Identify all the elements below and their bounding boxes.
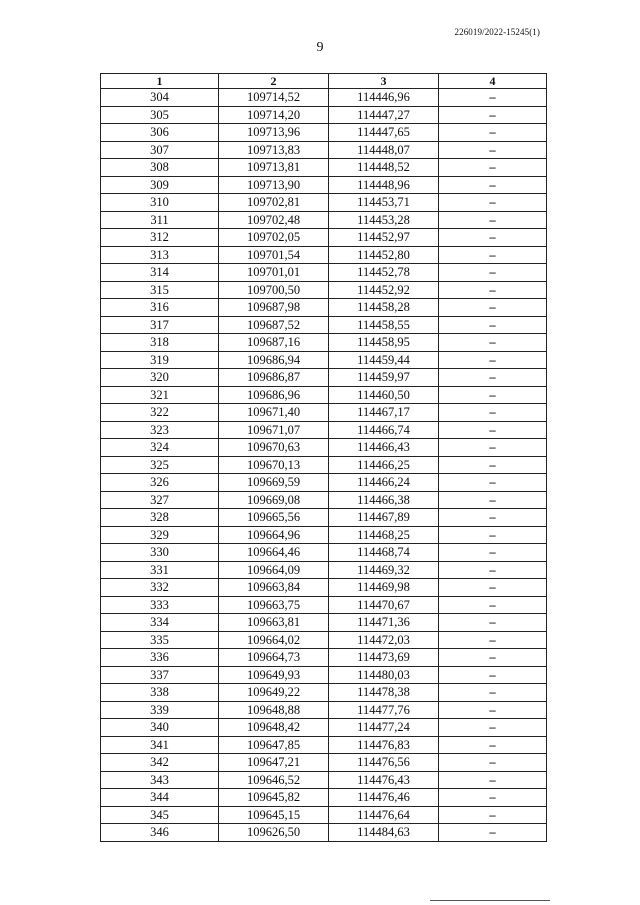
table-row: [101, 789, 547, 807]
dash-cell: –: [439, 159, 547, 177]
table-row: [101, 806, 547, 824]
coordinate-cell: 114447,27: [329, 106, 439, 124]
dash-cell: –: [439, 211, 547, 229]
coordinate-cell: 109663,81: [219, 614, 329, 632]
column-header: 2: [219, 74, 329, 89]
dash-cell: –: [439, 141, 547, 159]
point-number-cell: 346: [101, 824, 219, 842]
dash-cell: –: [439, 264, 547, 282]
table-row: [101, 176, 547, 194]
coordinate-cell: 109713,96: [219, 124, 329, 142]
coordinate-cell: 114460,50: [329, 386, 439, 404]
table-row: [101, 159, 547, 177]
coordinate-cell: 109646,52: [219, 771, 329, 789]
dash-cell: –: [439, 526, 547, 544]
coordinate-cell: 114453,71: [329, 194, 439, 212]
column-header: 1: [101, 74, 219, 89]
coordinate-cell: 109664,73: [219, 649, 329, 667]
coordinate-cell: 109687,16: [219, 334, 329, 352]
table-row: [101, 666, 547, 684]
point-number-cell: 336: [101, 649, 219, 667]
coordinates-table: [100, 73, 547, 842]
dash-cell: –: [439, 544, 547, 562]
coordinate-cell: 109714,20: [219, 106, 329, 124]
point-number-cell: 308: [101, 159, 219, 177]
coordinate-cell: 109671,40: [219, 404, 329, 422]
coordinate-cell: 109671,07: [219, 421, 329, 439]
point-number-cell: 311: [101, 211, 219, 229]
table-row: [101, 369, 547, 387]
point-number-cell: 309: [101, 176, 219, 194]
coordinate-cell: 114448,52: [329, 159, 439, 177]
coordinate-cell: 109702,81: [219, 194, 329, 212]
coordinate-cell: 109669,59: [219, 474, 329, 492]
coordinate-cell: 114480,03: [329, 666, 439, 684]
coordinate-cell: 114478,38: [329, 684, 439, 702]
table-row: [101, 544, 547, 562]
point-number-cell: 322: [101, 404, 219, 422]
table-row: [101, 264, 547, 282]
dash-cell: –: [439, 176, 547, 194]
table-row: [101, 299, 547, 317]
point-number-cell: 320: [101, 369, 219, 387]
coordinate-cell: 114458,55: [329, 316, 439, 334]
coordinate-cell: 109648,42: [219, 719, 329, 737]
dash-cell: –: [439, 614, 547, 632]
table-row: [101, 421, 547, 439]
coordinate-cell: 114476,83: [329, 736, 439, 754]
point-number-cell: 330: [101, 544, 219, 562]
dash-cell: –: [439, 824, 547, 842]
point-number-cell: 328: [101, 509, 219, 527]
coordinate-cell: 109701,54: [219, 246, 329, 264]
dash-cell: –: [439, 719, 547, 737]
coordinate-cell: 109702,48: [219, 211, 329, 229]
coordinate-cell: 114467,17: [329, 404, 439, 422]
table-row: [101, 754, 547, 772]
dash-cell: –: [439, 281, 547, 299]
dash-cell: –: [439, 684, 547, 702]
coordinate-cell: 114476,64: [329, 806, 439, 824]
table-row: [101, 316, 547, 334]
table-row: [101, 281, 547, 299]
table-row: [101, 491, 547, 509]
dash-cell: –: [439, 246, 547, 264]
table-row: [101, 229, 547, 247]
coordinate-cell: 109686,87: [219, 369, 329, 387]
point-number-cell: 310: [101, 194, 219, 212]
coordinate-cell: 114477,76: [329, 701, 439, 719]
table-row: [101, 684, 547, 702]
footer-line: [430, 900, 550, 901]
point-number-cell: 312: [101, 229, 219, 247]
table-row: [101, 194, 547, 212]
point-number-cell: 332: [101, 579, 219, 597]
coordinate-cell: 109713,83: [219, 141, 329, 159]
point-number-cell: 307: [101, 141, 219, 159]
point-number-cell: 327: [101, 491, 219, 509]
dash-cell: –: [439, 456, 547, 474]
coordinate-cell: 109702,05: [219, 229, 329, 247]
point-number-cell: 318: [101, 334, 219, 352]
point-number-cell: 315: [101, 281, 219, 299]
coordinate-cell: 109669,08: [219, 491, 329, 509]
table-row: [101, 246, 547, 264]
point-number-cell: 339: [101, 701, 219, 719]
point-number-cell: 344: [101, 789, 219, 807]
table-row: [101, 614, 547, 632]
dash-cell: –: [439, 299, 547, 317]
dash-cell: –: [439, 369, 547, 387]
point-number-cell: 342: [101, 754, 219, 772]
coordinate-cell: 114467,89: [329, 509, 439, 527]
table-row: [101, 386, 547, 404]
coordinate-cell: 114469,32: [329, 561, 439, 579]
coordinate-cell: 109665,56: [219, 509, 329, 527]
point-number-cell: 345: [101, 806, 219, 824]
table-row: [101, 824, 547, 842]
table-row: [101, 351, 547, 369]
table-row: [101, 439, 547, 457]
coordinate-cell: 109649,22: [219, 684, 329, 702]
table-row: [101, 719, 547, 737]
coordinate-cell: 114447,65: [329, 124, 439, 142]
point-number-cell: 326: [101, 474, 219, 492]
coordinate-cell: 109687,98: [219, 299, 329, 317]
coordinate-cell: 114452,92: [329, 281, 439, 299]
dash-cell: –: [439, 736, 547, 754]
document-number: 226019/2022-15245(1): [454, 27, 540, 37]
table-row: [101, 579, 547, 597]
point-number-cell: 340: [101, 719, 219, 737]
coordinate-cell: 109664,46: [219, 544, 329, 562]
dash-cell: –: [439, 404, 547, 422]
table-row: [101, 211, 547, 229]
dash-cell: –: [439, 596, 547, 614]
coordinate-cell: 114470,67: [329, 596, 439, 614]
coordinate-cell: 109686,94: [219, 351, 329, 369]
dash-cell: –: [439, 106, 547, 124]
dash-cell: –: [439, 509, 547, 527]
dash-cell: –: [439, 579, 547, 597]
coordinate-cell: 114458,95: [329, 334, 439, 352]
dash-cell: –: [439, 89, 547, 107]
coordinate-cell: 109714,52: [219, 89, 329, 107]
coordinate-cell: 114466,43: [329, 439, 439, 457]
coordinate-cell: 109663,75: [219, 596, 329, 614]
point-number-cell: 329: [101, 526, 219, 544]
table-row: [101, 89, 547, 107]
coordinate-cell: 114476,46: [329, 789, 439, 807]
coordinate-cell: 114458,28: [329, 299, 439, 317]
dash-cell: –: [439, 386, 547, 404]
point-number-cell: 333: [101, 596, 219, 614]
dash-cell: –: [439, 229, 547, 247]
coordinate-cell: 109700,50: [219, 281, 329, 299]
coordinate-cell: 109663,84: [219, 579, 329, 597]
coordinate-cell: 114459,97: [329, 369, 439, 387]
point-number-cell: 313: [101, 246, 219, 264]
point-number-cell: 341: [101, 736, 219, 754]
point-number-cell: 337: [101, 666, 219, 684]
table-row: [101, 561, 547, 579]
coordinate-cell: 109664,09: [219, 561, 329, 579]
coordinate-cell: 109645,82: [219, 789, 329, 807]
point-number-cell: 317: [101, 316, 219, 334]
point-number-cell: 334: [101, 614, 219, 632]
coordinate-cell: 114453,28: [329, 211, 439, 229]
column-header: 4: [439, 74, 547, 89]
coordinate-cell: 114459,44: [329, 351, 439, 369]
dash-cell: –: [439, 491, 547, 509]
point-number-cell: 343: [101, 771, 219, 789]
coordinate-cell: 109686,96: [219, 386, 329, 404]
table-row: [101, 474, 547, 492]
point-number-cell: 306: [101, 124, 219, 142]
dash-cell: –: [439, 421, 547, 439]
table-row: [101, 649, 547, 667]
dash-cell: –: [439, 439, 547, 457]
coordinate-cell: 114473,69: [329, 649, 439, 667]
coordinate-cell: 109664,02: [219, 631, 329, 649]
table-row: [101, 509, 547, 527]
coordinate-cell: 109626,50: [219, 824, 329, 842]
coordinate-cell: 114468,25: [329, 526, 439, 544]
coordinate-cell: 114448,96: [329, 176, 439, 194]
coordinate-cell: 114452,80: [329, 246, 439, 264]
coordinate-cell: 114452,78: [329, 264, 439, 282]
coordinate-cell: 114452,97: [329, 229, 439, 247]
coordinate-cell: 109713,90: [219, 176, 329, 194]
dash-cell: –: [439, 124, 547, 142]
point-number-cell: 321: [101, 386, 219, 404]
table-header-row: [101, 74, 547, 89]
coordinate-cell: 114484,63: [329, 824, 439, 842]
table-row: [101, 404, 547, 422]
coordinate-cell: 114476,43: [329, 771, 439, 789]
coordinate-cell: 114446,96: [329, 89, 439, 107]
point-number-cell: 331: [101, 561, 219, 579]
coordinate-cell: 109687,52: [219, 316, 329, 334]
table-row: [101, 526, 547, 544]
table-row: [101, 456, 547, 474]
point-number-cell: 323: [101, 421, 219, 439]
dash-cell: –: [439, 474, 547, 492]
column-header: 3: [329, 74, 439, 89]
coordinate-cell: 109645,15: [219, 806, 329, 824]
coordinate-cell: 109647,85: [219, 736, 329, 754]
dash-cell: –: [439, 754, 547, 772]
table-row: [101, 141, 547, 159]
coordinate-cell: 109664,96: [219, 526, 329, 544]
coordinate-cell: 109647,21: [219, 754, 329, 772]
coordinate-cell: 114472,03: [329, 631, 439, 649]
coordinate-cell: 114471,36: [329, 614, 439, 632]
point-number-cell: 335: [101, 631, 219, 649]
coordinate-cell: 114476,56: [329, 754, 439, 772]
point-number-cell: 324: [101, 439, 219, 457]
coordinate-cell: 109670,63: [219, 439, 329, 457]
dash-cell: –: [439, 806, 547, 824]
coordinate-cell: 114466,74: [329, 421, 439, 439]
dash-cell: –: [439, 649, 547, 667]
point-number-cell: 316: [101, 299, 219, 317]
coordinate-cell: 114477,24: [329, 719, 439, 737]
coordinate-cell: 114466,25: [329, 456, 439, 474]
table-row: [101, 631, 547, 649]
coordinate-cell: 109648,88: [219, 701, 329, 719]
coordinate-cell: 109670,13: [219, 456, 329, 474]
table-row: [101, 771, 547, 789]
table-row: [101, 106, 547, 124]
dash-cell: –: [439, 666, 547, 684]
coordinate-cell: 114466,38: [329, 491, 439, 509]
dash-cell: –: [439, 701, 547, 719]
table-row: [101, 596, 547, 614]
point-number-cell: 319: [101, 351, 219, 369]
point-number-cell: 304: [101, 89, 219, 107]
point-number-cell: 314: [101, 264, 219, 282]
dash-cell: –: [439, 789, 547, 807]
table-row: [101, 334, 547, 352]
dash-cell: –: [439, 631, 547, 649]
coordinate-cell: 114466,24: [329, 474, 439, 492]
coordinate-cell: 109701,01: [219, 264, 329, 282]
dash-cell: –: [439, 194, 547, 212]
coordinate-cell: 109713,81: [219, 159, 329, 177]
dash-cell: –: [439, 561, 547, 579]
point-number-cell: 338: [101, 684, 219, 702]
coordinate-cell: 114468,74: [329, 544, 439, 562]
coordinate-cell: 114469,98: [329, 579, 439, 597]
point-number-cell: 305: [101, 106, 219, 124]
dash-cell: –: [439, 316, 547, 334]
table-row: [101, 124, 547, 142]
table-row: [101, 701, 547, 719]
coordinate-cell: 114448,07: [329, 141, 439, 159]
dash-cell: –: [439, 334, 547, 352]
coordinate-cell: 109649,93: [219, 666, 329, 684]
table-row: [101, 736, 547, 754]
page-number: 9: [316, 40, 324, 55]
dash-cell: –: [439, 351, 547, 369]
dash-cell: –: [439, 771, 547, 789]
point-number-cell: 325: [101, 456, 219, 474]
